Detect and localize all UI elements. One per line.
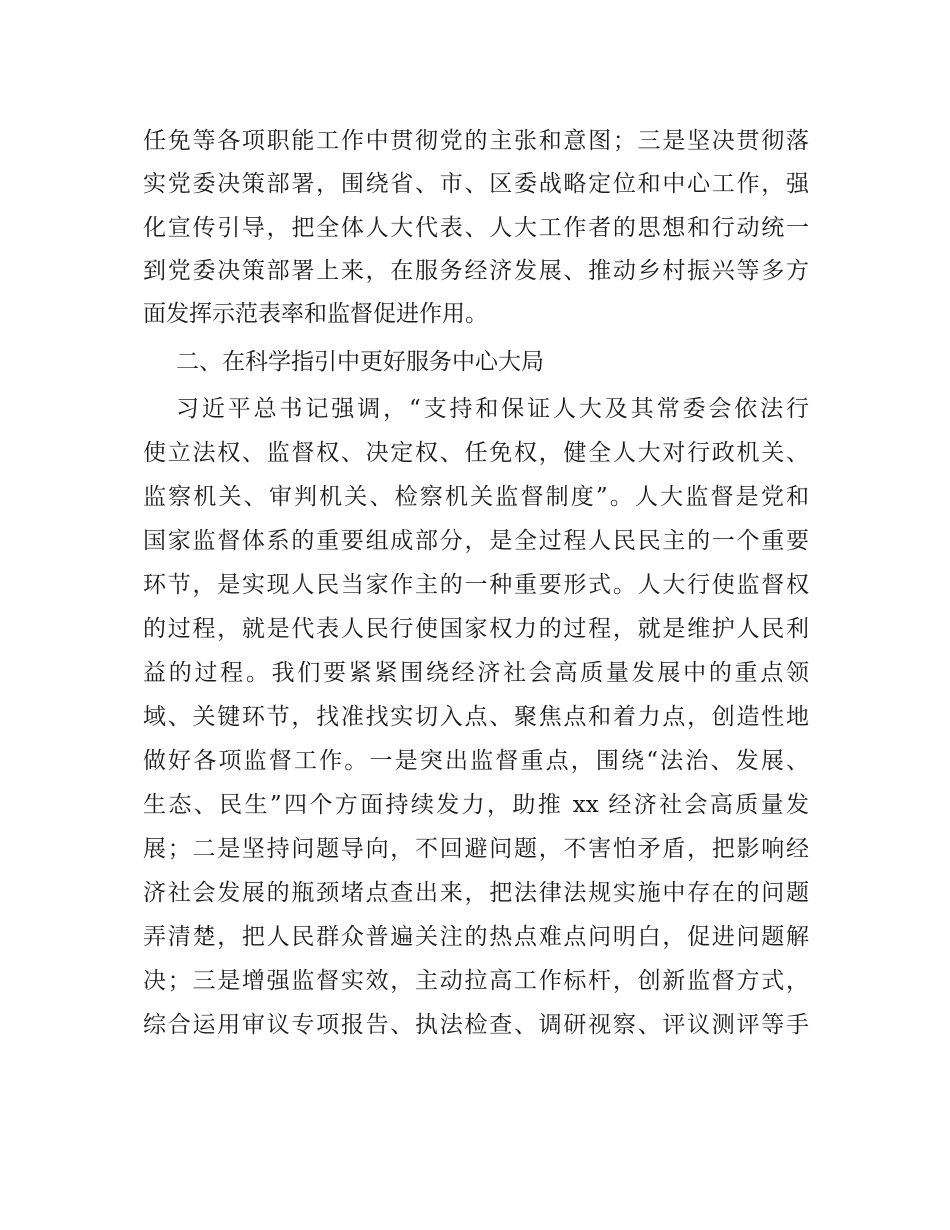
paragraph-1 [143, 120, 809, 336]
text-line: 环节，是实现人民当家作主的一种重要形式。人大行使监督权 [143, 572, 809, 599]
text-line: 国家监督体系的重要组成部分，是全过程人民民主的一个重要 [143, 528, 809, 555]
text-line: 监察机关、审判机关、检察机关监督制度”。人大监督是党和 [143, 484, 809, 511]
text-line: 济社会发展的瓶颈堵点查出来，把法律法规实施中存在的问题 [143, 880, 809, 907]
text-line: 面发挥示范表率和监督促进作用。 [143, 301, 488, 328]
paragraph-2 [143, 387, 809, 1047]
text-line: 决；三是增强监督实效，主动拉高工作标杆，创新监督方式， [143, 968, 809, 995]
text-line: 到党委决策部署上来，在服务经济发展、推动乡村振兴等多方 [143, 257, 809, 284]
text-line: 弄清楚，把人民群众普遍关注的热点难点问明白，促进问题解 [143, 924, 809, 951]
section-heading: 二、在科学指引中更好服务中心大局 [176, 349, 544, 376]
text-line: 的过程，就是代表人民行使国家权力的过程，就是维护人民利 [143, 616, 809, 643]
document-page [143, 120, 809, 1047]
text-line: 任免等各项职能工作中贯彻党的主张和意图；三是坚决贯彻落 [143, 128, 809, 154]
text-line: 使立法权、监督权、决定权、任免权，健全人大对行政机关、 [143, 440, 809, 467]
text-line: 综合运用审议专项报告、执法检查、调研视察、评议测评等手 [143, 1012, 809, 1039]
text-line: 习近平总书记强调，“支持和保证人大及其常委会依法行 [176, 396, 809, 423]
text-line: 化宣传引导，把全体人大代表、人大工作者的思想和行动统一 [143, 214, 809, 241]
text-line: 实党委决策部署，围绕省、市、区委战略定位和中心工作，强 [143, 171, 809, 198]
text-line: 展；二是坚持问题导向，不回避问题，不害怕矛盾，把影响经 [143, 836, 809, 863]
text-line: 域、关键环节，找准找实切入点、聚焦点和着力点，创造性地 [143, 704, 809, 731]
text-line: 生态、民生”四个方面持续发力，助推 xx 经济社会高质量发 [143, 792, 809, 819]
text-line: 做好各项监督工作。一是突出监督重点，围绕“法治、发展、 [143, 748, 809, 775]
text-line: 益的过程。我们要紧紧围绕经济社会高质量发展中的重点领 [143, 660, 809, 687]
